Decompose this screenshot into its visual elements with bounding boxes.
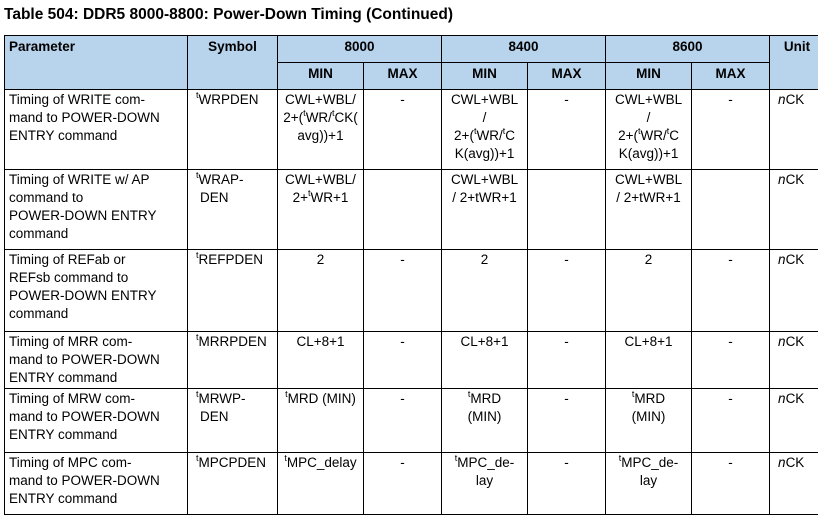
table-row <box>5 170 818 250</box>
header-min: MIN <box>606 63 692 90</box>
symbol-cell <box>188 332 278 389</box>
symbol-cell <box>188 389 278 453</box>
parameter-cell-line: command <box>9 306 69 321</box>
superscript-t: t <box>196 249 199 260</box>
min-8600-cell-line: CL+8+1 <box>624 334 673 349</box>
header-min: MIN <box>278 63 364 90</box>
parameter-cell <box>5 389 188 453</box>
min-8000-cell-line: 2 <box>316 252 325 267</box>
symbol-cell <box>188 90 278 170</box>
min-8600-cell-line: / <box>646 110 651 125</box>
min-8400-cell-line: $^t$MPC_de- <box>454 452 515 470</box>
table-row <box>5 90 818 170</box>
symbol-text-line2: DEN <box>200 190 229 205</box>
superscript-t: t <box>331 107 335 118</box>
superscript-t: t <box>196 89 199 100</box>
symbol-text: MPCPDEN <box>198 455 267 470</box>
parameter-cell-line: Timing of MPC com- <box>9 455 132 470</box>
superscript-t: t <box>502 125 506 136</box>
parameter-cell-line: REFsb command to <box>9 270 129 285</box>
superscript-t: t <box>196 169 199 180</box>
parameter-cell <box>5 332 188 389</box>
max-8000-cell <box>364 170 442 250</box>
header-symbol: Symbol <box>188 36 278 90</box>
min-8000-cell <box>278 453 364 515</box>
superscript-t: t <box>285 388 288 399</box>
superscript-t: t <box>303 107 306 118</box>
parameter-cell-line: Timing of MRW com- <box>9 391 136 406</box>
symbol-cell <box>188 170 278 250</box>
superscript-t: t <box>454 452 458 463</box>
header-max: MAX <box>364 63 442 90</box>
max-8600-cell: - <box>692 389 770 453</box>
parameter-cell-line: ENTRY command <box>9 427 118 442</box>
symbol-cell <box>188 250 278 332</box>
min-8400-cell-line: 2 <box>480 252 489 267</box>
parameter-cell-line: Timing of REFab or <box>9 252 126 267</box>
min-8600-cell <box>606 453 692 515</box>
symbol-cell <box>188 453 278 515</box>
header-max: MAX <box>692 63 770 90</box>
unit-n: n <box>778 252 786 267</box>
min-8600-cell <box>606 170 692 250</box>
min-8000-cell <box>278 90 364 170</box>
parameter-cell-line: command <box>9 226 69 241</box>
min-8600-cell-line: CWL+WBL <box>614 172 683 187</box>
header-row-speeds <box>5 36 818 63</box>
min-8000-cell-line: CWL+WBL/ <box>285 92 356 107</box>
min-8600-cell-line: $^t$MRD <box>631 388 666 406</box>
min-8400-cell <box>442 170 528 250</box>
min-8600-cell-line: $^t$MPC_de- <box>618 452 679 470</box>
min-8600-cell-line: lay <box>639 473 658 488</box>
superscript-t: t <box>196 452 199 463</box>
min-8000-cell-line: 2+($^t$WR/$^t$CK( <box>283 107 358 125</box>
max-8000-cell: - <box>364 389 442 453</box>
min-8600-cell <box>606 389 692 453</box>
parameter-cell-line: ENTRY command <box>9 370 118 385</box>
table-row <box>5 389 818 453</box>
min-8400-cell-line: / <box>482 110 487 125</box>
min-8400-cell <box>442 250 528 332</box>
min-8600-cell <box>606 332 692 389</box>
min-8400-cell-line: CL+8+1 <box>460 334 509 349</box>
superscript-t: t <box>308 187 311 198</box>
symbol-text: WRAP- <box>198 172 244 187</box>
min-8600-cell-line: 2+($^t$WR/$^t$C <box>618 125 679 143</box>
min-8000-cell-line: CL+8+1 <box>296 334 345 349</box>
min-8600-cell-line: CWL+WBL <box>614 92 683 107</box>
table-title: Table 504: DDR5 8000-8800: Power-Down Timing (Continued) <box>4 6 454 23</box>
min-8400-cell-line: CWL+WBL <box>450 172 519 187</box>
parameter-cell-line: Timing of WRITE w/ AP <box>9 172 150 187</box>
parameter-cell-line: mand to POWER-DOWN <box>9 409 160 424</box>
parameter-cell-line: ENTRY command <box>9 128 118 143</box>
superscript-t: t <box>666 125 670 136</box>
min-8600-cell-line: 2 <box>644 252 653 267</box>
parameter-cell-line: POWER-DOWN ENTRY <box>9 288 157 303</box>
min-8000-cell <box>278 170 364 250</box>
parameter-cell <box>5 170 188 250</box>
superscript-t: t <box>631 388 635 399</box>
unit-ck: CK <box>785 334 805 349</box>
min-8400-cell <box>442 453 528 515</box>
min-8400-cell <box>442 332 528 389</box>
min-8600-cell <box>606 250 692 332</box>
min-8000-cell-line: $^t$MRD (MIN) <box>285 388 356 406</box>
unit-n: n <box>778 334 786 349</box>
parameter-cell <box>5 453 188 515</box>
unit-ck: CK <box>785 172 805 187</box>
unit-ck: CK <box>785 455 805 470</box>
max-8400-cell: - <box>528 332 606 389</box>
max-8600-cell: - <box>692 90 770 170</box>
max-8000-cell: - <box>364 453 442 515</box>
max-8400-cell: - <box>528 250 606 332</box>
header-min: MIN <box>442 63 528 90</box>
superscript-t: t <box>196 388 199 399</box>
max-8400-cell: - <box>528 389 606 453</box>
unit-ck: CK <box>785 252 805 267</box>
min-8000-cell-line: 2+$^t$WR+1 <box>292 187 349 205</box>
table-row <box>5 332 818 389</box>
parameter-cell-line: POWER-DOWN ENTRY <box>9 208 157 223</box>
symbol-text: MRWP- <box>198 391 246 406</box>
superscript-t: t <box>618 452 622 463</box>
symbol-text: WRPDEN <box>198 92 259 107</box>
min-8600-cell-line: / 2+tWR+1 <box>616 190 681 205</box>
max-8400-cell: - <box>528 453 606 515</box>
unit-cell <box>770 90 818 170</box>
unit-cell <box>770 332 818 389</box>
parameter-cell-line: command to <box>9 190 84 205</box>
unit-n: n <box>778 455 786 470</box>
min-8600-cell-line: K(avg))+1 <box>618 146 679 161</box>
max-8000-cell: - <box>364 250 442 332</box>
parameter-cell <box>5 250 188 332</box>
header-speed-8400: 8400 <box>442 36 606 63</box>
superscript-t: t <box>196 331 199 342</box>
parameter-cell-line: mand to POWER-DOWN <box>9 352 160 367</box>
parameter-cell-line: Timing of MRR com- <box>9 334 133 349</box>
unit-n: n <box>778 92 786 107</box>
unit-cell <box>770 170 818 250</box>
unit-cell <box>770 389 818 453</box>
max-8400-cell: - <box>528 90 606 170</box>
unit-ck: CK <box>785 391 805 406</box>
header-speed-8600: 8600 <box>606 36 770 63</box>
header-max: MAX <box>528 63 606 90</box>
symbol-text: REFPDEN <box>198 252 264 267</box>
min-8400-cell-line: $^t$MRD <box>467 388 502 406</box>
max-8600-cell: - <box>692 332 770 389</box>
superscript-t: t <box>467 388 471 399</box>
min-8400-cell-line: CWL+WBL <box>450 92 519 107</box>
superscript-t: t <box>284 452 287 463</box>
min-8400-cell-line: lay <box>475 473 494 488</box>
header-parameter: Parameter <box>5 36 188 90</box>
parameter-cell <box>5 90 188 170</box>
min-8600-cell-line: (MIN) <box>631 409 666 424</box>
symbol-text: MRRPDEN <box>198 334 267 349</box>
max-8000-cell: - <box>364 90 442 170</box>
table-row <box>5 250 818 332</box>
min-8400-cell-line: (MIN) <box>467 409 502 424</box>
symbol-text-line2: DEN <box>200 409 229 424</box>
max-8600-cell: - <box>692 250 770 332</box>
max-8600-cell: - <box>692 453 770 515</box>
parameter-cell-line: ENTRY command <box>9 491 118 506</box>
max-8400-cell <box>528 170 606 250</box>
parameter-cell-line: Timing of WRITE com- <box>9 92 146 107</box>
min-8000-cell-line: CWL+WBL/ <box>285 172 356 187</box>
max-8000-cell: - <box>364 332 442 389</box>
min-8400-cell-line: 2+($^t$WR/$^t$C <box>454 125 515 143</box>
power-down-timing-table <box>4 35 818 515</box>
min-8000-cell <box>278 332 364 389</box>
min-8400-cell <box>442 90 528 170</box>
min-8000-cell-line: avg))+1 <box>297 128 344 143</box>
min-8400-cell-line: K(avg))+1 <box>454 146 515 161</box>
min-8000-cell <box>278 389 364 453</box>
parameter-cell-line: mand to POWER-DOWN <box>9 110 160 125</box>
parameter-cell-line: mand to POWER-DOWN <box>9 473 160 488</box>
min-8600-cell <box>606 90 692 170</box>
max-8600-cell <box>692 170 770 250</box>
min-8000-cell <box>278 250 364 332</box>
unit-ck: CK <box>785 92 805 107</box>
superscript-t: t <box>637 125 641 136</box>
unit-n: n <box>778 391 786 406</box>
min-8400-cell <box>442 389 528 453</box>
superscript-t: t <box>473 125 477 136</box>
min-8400-cell-line: / 2+tWR+1 <box>452 190 517 205</box>
table-row <box>5 453 818 515</box>
min-8000-cell-line: $^t$MPC_delay <box>284 452 357 470</box>
header-speed-8000: 8000 <box>278 36 442 63</box>
unit-cell <box>770 453 818 515</box>
header-unit: Unit <box>770 36 818 90</box>
unit-n: n <box>778 172 786 187</box>
unit-cell <box>770 250 818 332</box>
